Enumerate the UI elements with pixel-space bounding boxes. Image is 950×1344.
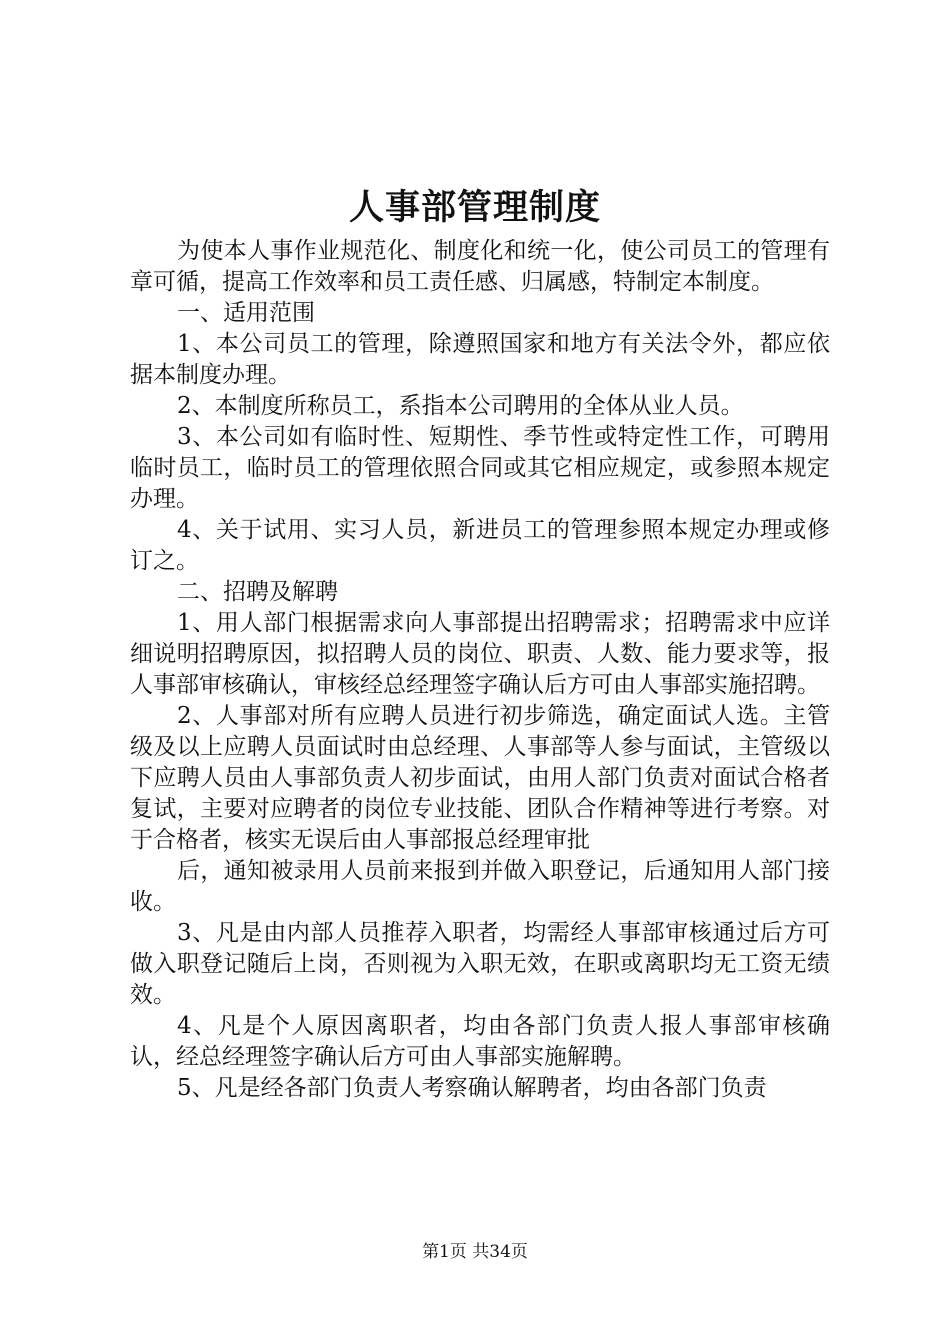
section-heading-recruitment: 二、招聘及解聘 (177, 579, 338, 605)
section-heading-scope: 一、适用范围 (177, 300, 315, 326)
paragraph-scope-4: 4、关于试用、实习人员，新进员工的管理参照本规定办理或修订之。 (130, 517, 830, 574)
paragraph-recruitment-5: 5、凡是经各部门负责人考察确认解聘者，均由各部门负责 (177, 1075, 767, 1101)
document-body (130, 236, 830, 1104)
paragraph-recruitment-1: 1、用人部门根据需求向人事部提出招聘需求；招聘需求中应详细说明招聘原因，拟招聘人员的岗位、职责、人数、能力要求等，报人事部审核确认，审核经总经理签字确认后方可由人事部实施招聘。 (130, 610, 830, 698)
paragraph-recruitment-2: 2、人事部对所有应聘人员进行初步筛选，确定面试人选。主管级及以上应聘人员面试时由总经理、人事部等人参与面试，主管级以下应聘人员由人事部负责人初步面试，由用人部门负责对面试合格者复试，主要对应聘者的岗位专业技能、团队合作精神等进行考察。对于合格者，核实无误后由人事部报总经理审批 (130, 703, 830, 853)
paragraph-recruitment-4: 4、凡是个人原因离职者，均由各部门负责人报人事部审核确认，经总经理签字确认后方可由人事部实施解聘。 (130, 1013, 830, 1070)
paragraph-recruitment-2-continued: 后，通知被录用人员前来报到并做入职登记，后通知用人部门接收。 (130, 858, 830, 915)
document-title: 人事部管理制度 (348, 187, 601, 228)
paragraph-scope-3: 3、本公司如有临时性、短期性、季节性或特定性工作，可聘用临时员工，临时员工的管理依照合同或其它相应规定，或参照本规定办理。 (130, 424, 830, 512)
paragraph-intro: 为使本人事作业规范化、制度化和统一化，使公司员工的管理有章可循，提高工作效率和员工责任感、归属感，特制定本制度。 (130, 238, 830, 295)
paragraph-scope-1: 1、本公司员工的管理，除遵照国家和地方有关法令外，都应依据本制度办理。 (130, 331, 830, 388)
page-number-footer: 第1页 共34页 (422, 1242, 528, 1262)
paragraph-recruitment-3: 3、凡是由内部人员推荐入职者，均需经人事部审核通过后方可做入职登记随后上岗，否则视为入职无效，在职或离职均无工资无绩效。 (130, 920, 830, 1008)
paragraph-scope-2: 2、本制度所称员工，系指本公司聘用的全体从业人员。 (177, 393, 744, 419)
